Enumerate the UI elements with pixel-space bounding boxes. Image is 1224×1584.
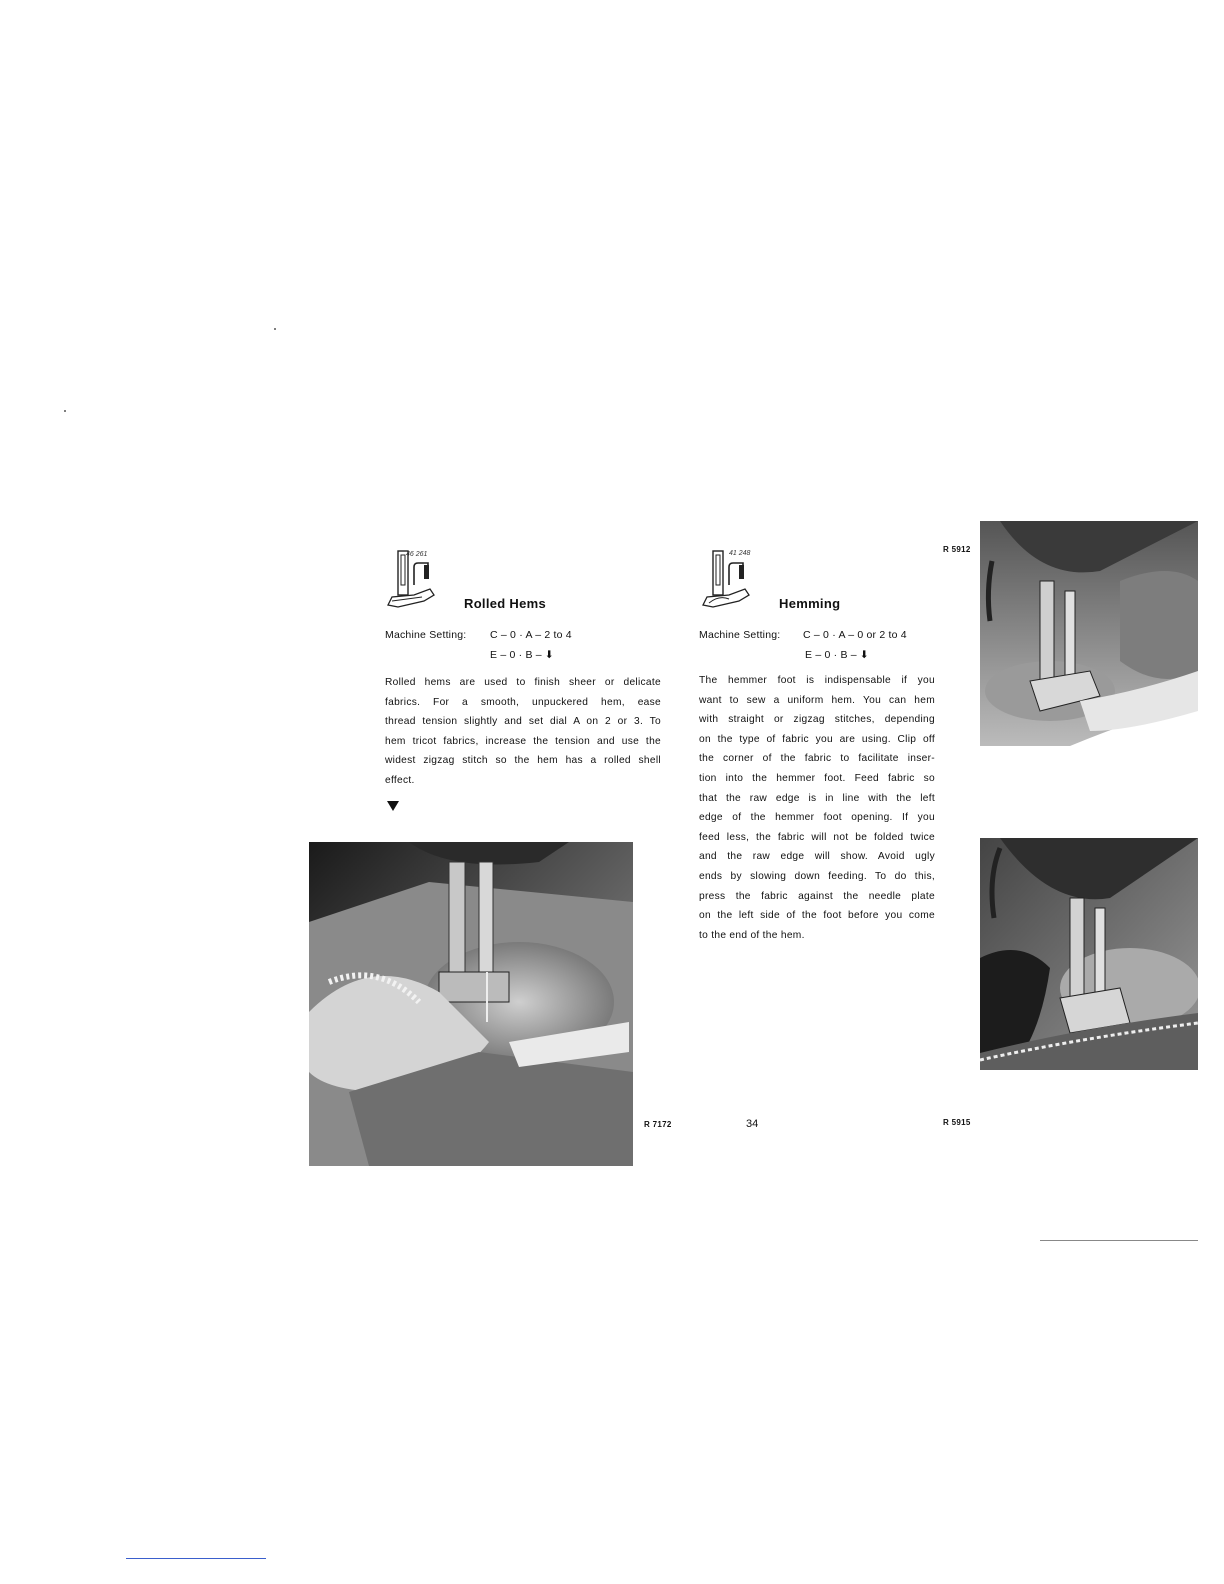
scan-rule (1040, 1240, 1198, 1241)
body-line: thread tension slightly and set dial A on 2 or 3. To (385, 716, 661, 728)
part-number: 46 261 (406, 551, 428, 558)
body-line: Rolled hems are used to finish sheer or delicate (385, 677, 661, 688)
section-heading: Rolled Hems (464, 596, 547, 611)
body-line: and the raw edge will show. Avoid ugly (699, 851, 935, 863)
machine-setting-label: Machine Setting: (699, 629, 781, 641)
body-line: fabrics. For a smooth, unpuckered hem, ease (385, 696, 661, 708)
body-line: the corner of the fabric to facilitate inser- (699, 753, 935, 765)
body-paragraph (385, 673, 661, 791)
body-line: effect. (385, 774, 415, 786)
body-line: edge of the hemmer foot opening. If you (699, 812, 935, 824)
scan-speck (64, 410, 66, 412)
body-line: The hemmer foot is indispensable if you (699, 675, 935, 686)
body-line: on the type of fabric you are using. Clip off (699, 733, 935, 745)
machine-setting-line-2: E – 0 · B – ⬇ (490, 649, 554, 661)
photo-code: R 7172 (644, 1120, 672, 1129)
rolled-hem-photo (309, 842, 633, 1166)
machine-setting-line-1: C – 0 · A – 0 or 2 to 4 (803, 629, 907, 641)
photo-code: R 5912 (943, 545, 971, 554)
machine-setting-label: Machine Setting: (385, 629, 467, 641)
body-line: ends by slowing down feeding. To do this, (699, 870, 935, 882)
body-line: tion into the hemmer foot. Feed fabric so (699, 772, 935, 784)
scan-rule (126, 1558, 266, 1559)
body-line: press the fabric against the needle plate (699, 890, 935, 902)
body-line: want to sew a uniform hem. You can hem (699, 694, 935, 706)
scan-speck (274, 328, 276, 330)
section-heading: Hemming (779, 596, 841, 611)
body-line: with straight or zigzag stitches, depending (699, 714, 935, 726)
body-line: on the left side of the foot before you come (699, 910, 935, 922)
body-line: feed less, the fabric will not be folded twice (699, 831, 935, 843)
photo-code: R 5915 (943, 1118, 971, 1127)
part-number: 41 248 (729, 550, 751, 557)
body-line: hem tricot fabrics, increase the tension and use the (385, 735, 661, 747)
machine-setting-line-1: C – 0 · A – 2 to 4 (490, 629, 572, 641)
body-line: that the raw edge is in line with the left (699, 792, 935, 804)
page-number: 34 (746, 1118, 759, 1130)
hemming-photo-top (980, 521, 1198, 746)
down-triangle-icon (387, 801, 399, 811)
body-line: to the end of the hem. (699, 929, 805, 941)
machine-setting-line-2: E – 0 · B – ⬇ (805, 649, 869, 661)
hemming-photo-bottom (980, 838, 1198, 1070)
body-paragraph (699, 671, 935, 945)
body-line: widest zigzag stitch so the hem has a rolled shell (385, 755, 661, 767)
